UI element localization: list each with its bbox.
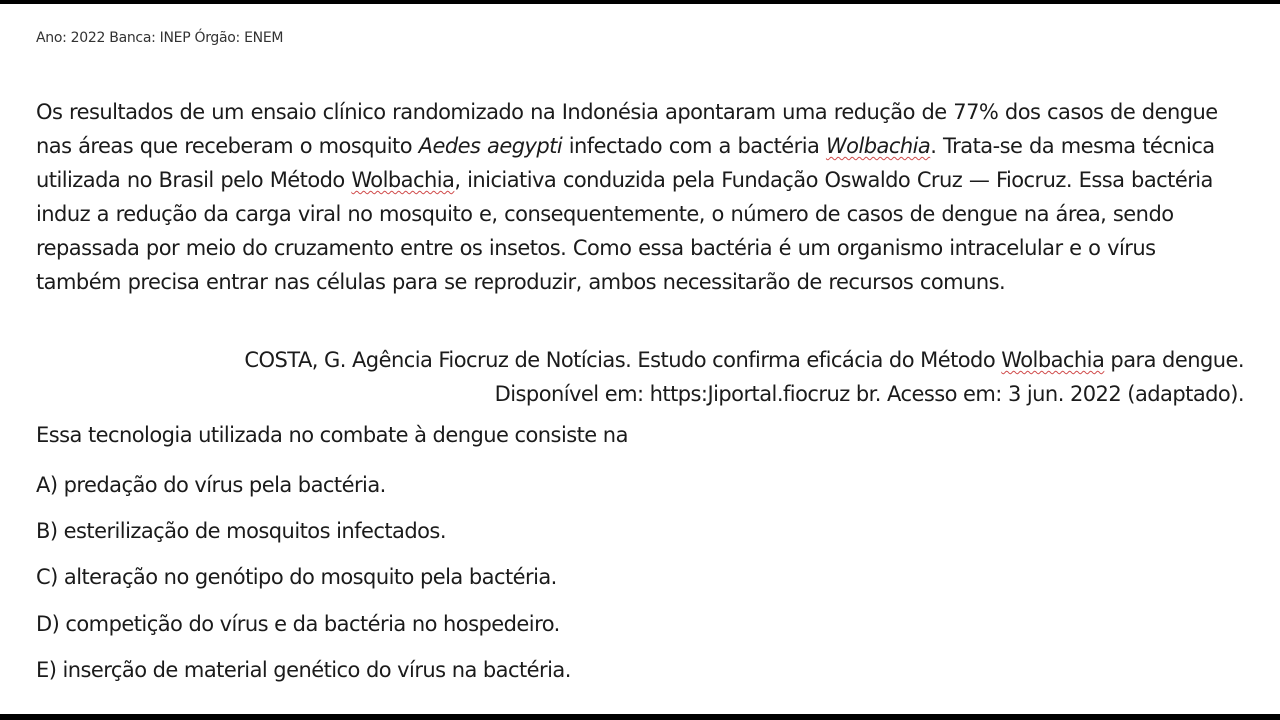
question-prompt: Essa tecnologia utilizada no combate à dengue consiste na [36, 423, 628, 447]
citation [36, 343, 1244, 411]
top-border [0, 0, 1280, 4]
citation-line-2: Disponível em: https:Jiportal.fiocruz br. Acesso em: 3 jun. 2022 (adaptado). [494, 382, 1244, 406]
passage-part-1: Os resultados de um ensaio clínico randomizado na Indonésia apontaram uma redução de 77% dos casos de dengue nas áreas que receberam o mosquito [36, 100, 1218, 158]
option-e[interactable]: E) inserção de material genético do vírus na bactéria. [36, 658, 571, 682]
citation-line-1-start: COSTA, G. Agência Fiocruz de Notícias. Estudo confirma eficácia do Método [244, 348, 1002, 372]
species-name: Aedes aegypti [418, 134, 563, 158]
exam-meta: Ano: 2022 Banca: INEP Órgão: ENEM [36, 30, 284, 46]
bottom-border [0, 714, 1280, 720]
passage-part-4: , iniciativa conduzida pela Fundação Oswaldo Cruz — Fiocruz. Essa bactéria induz a redução da carga viral no mosquito e, consequentemente, o número de casos de dengue na área, sendo repassada por meio do cruzamento entre os insetos. Como essa bactéria é um organismo intracelular e o vírus também precisa entrar nas células para se reproduzir, ambos necessitarão de recursos comuns. [36, 168, 1213, 294]
passage-text [36, 95, 1246, 299]
citation-line-1 [36, 343, 1244, 377]
citation-term: Wolbachia [1001, 348, 1105, 372]
option-c[interactable]: C) alteração no genótipo do mosquito pela bactéria. [36, 565, 557, 589]
option-d[interactable]: D) competição do vírus e da bactéria no hospedeiro. [36, 612, 560, 636]
option-b[interactable]: B) esterilização de mosquitos infectados. [36, 519, 446, 543]
passage-part-2: infectado com a bactéria [562, 134, 826, 158]
bacteria-name: Wolbachia [351, 168, 455, 192]
passage-part-3: . Trata-se da mesma técnica utilizada no Brasil pelo Método [36, 134, 1215, 192]
option-a[interactable]: A) predação do vírus pela bactéria. [36, 473, 386, 497]
citation-line-1-end: para dengue. [1104, 348, 1244, 372]
bacteria-name-italic: Wolbachia [825, 134, 931, 158]
